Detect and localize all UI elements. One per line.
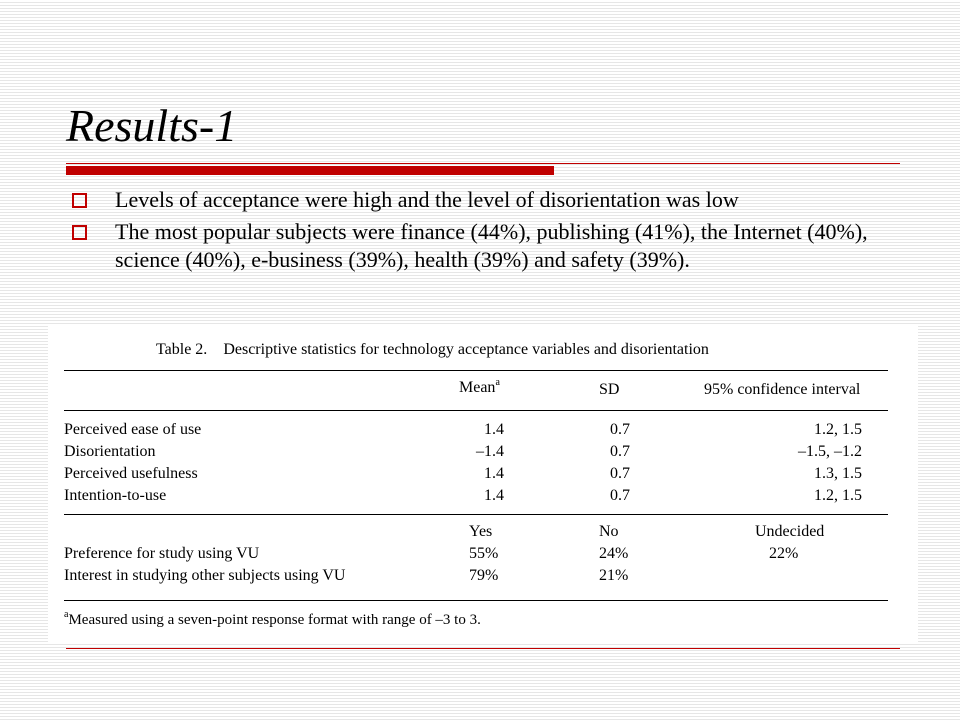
pref-row-undecided: 22%	[769, 545, 799, 562]
row-mean: 1.4	[484, 421, 504, 438]
row-label: Perceived ease of use	[64, 421, 202, 438]
footnote-marker: a	[495, 377, 500, 388]
row-sd: 0.7	[610, 465, 630, 482]
row-sd: 0.7	[610, 443, 630, 460]
pref-row-no: 21%	[599, 567, 629, 584]
row-sd: 0.7	[610, 487, 630, 504]
row-label: Perceived usefulness	[64, 465, 198, 482]
row-mean: –1.4	[476, 443, 504, 460]
footnote-marker: a	[64, 609, 69, 620]
header-ci: 95% confidence interval	[704, 381, 861, 398]
row-ci: 1.2, 1.5	[814, 487, 862, 504]
header-mean: Mean$^a$	[459, 377, 500, 396]
row-label: Disorientation	[64, 443, 156, 460]
row-ci: –1.5, –1.2	[798, 443, 862, 460]
pref-row-label: Interest in studying other subjects using VU	[64, 567, 346, 584]
square-bullet-icon	[72, 225, 87, 240]
table-caption	[156, 340, 709, 360]
header-undecided: Undecided	[755, 523, 825, 540]
bullet-item	[72, 186, 892, 214]
row-label: Intention-to-use	[64, 487, 167, 504]
row-ci: 1.3, 1.5	[814, 465, 862, 482]
row-sd: 0.7	[610, 421, 630, 438]
bullet-list	[72, 186, 892, 278]
header-yes: Yes	[469, 523, 493, 540]
pref-row-label: Preference for study using VU	[64, 545, 260, 562]
row-mean: 1.4	[484, 465, 504, 482]
row-mean: 1.4	[484, 487, 504, 504]
statistics-table	[48, 326, 918, 642]
title-underline-rule	[66, 163, 900, 164]
bottom-rule	[66, 648, 900, 649]
title-accent-bar	[66, 166, 554, 175]
bullet-text: The most popular subjects were finance (44%), publishing (41%), the Internet (40%), science (40%), e-business (39%), health (39%) and safety (39%).	[115, 219, 868, 272]
pref-row-yes: 55%	[469, 545, 499, 562]
header-sd: SD	[599, 381, 620, 398]
section-rule	[64, 514, 888, 515]
table-bottom-rule	[64, 600, 888, 601]
header-rule	[64, 410, 888, 411]
pref-row-yes: 79%	[469, 567, 499, 584]
bullet-item	[72, 218, 892, 274]
table-caption-text: Descriptive statistics for technology acceptance variables and disorientation	[223, 341, 709, 358]
bullet-text: Levels of acceptance were high and the level of disorientation was low	[115, 187, 739, 212]
table-top-rule	[64, 370, 888, 371]
table-footnote: $^a$Measured using a seven-point response format with range of –3 to 3.	[64, 609, 481, 628]
square-bullet-icon	[72, 193, 87, 208]
row-ci: 1.2, 1.5	[814, 421, 862, 438]
slide-title: Results-1	[66, 100, 238, 151]
table-caption-label: Table 2.	[156, 341, 208, 358]
header-no: No	[599, 523, 619, 540]
pref-row-no: 24%	[599, 545, 629, 562]
